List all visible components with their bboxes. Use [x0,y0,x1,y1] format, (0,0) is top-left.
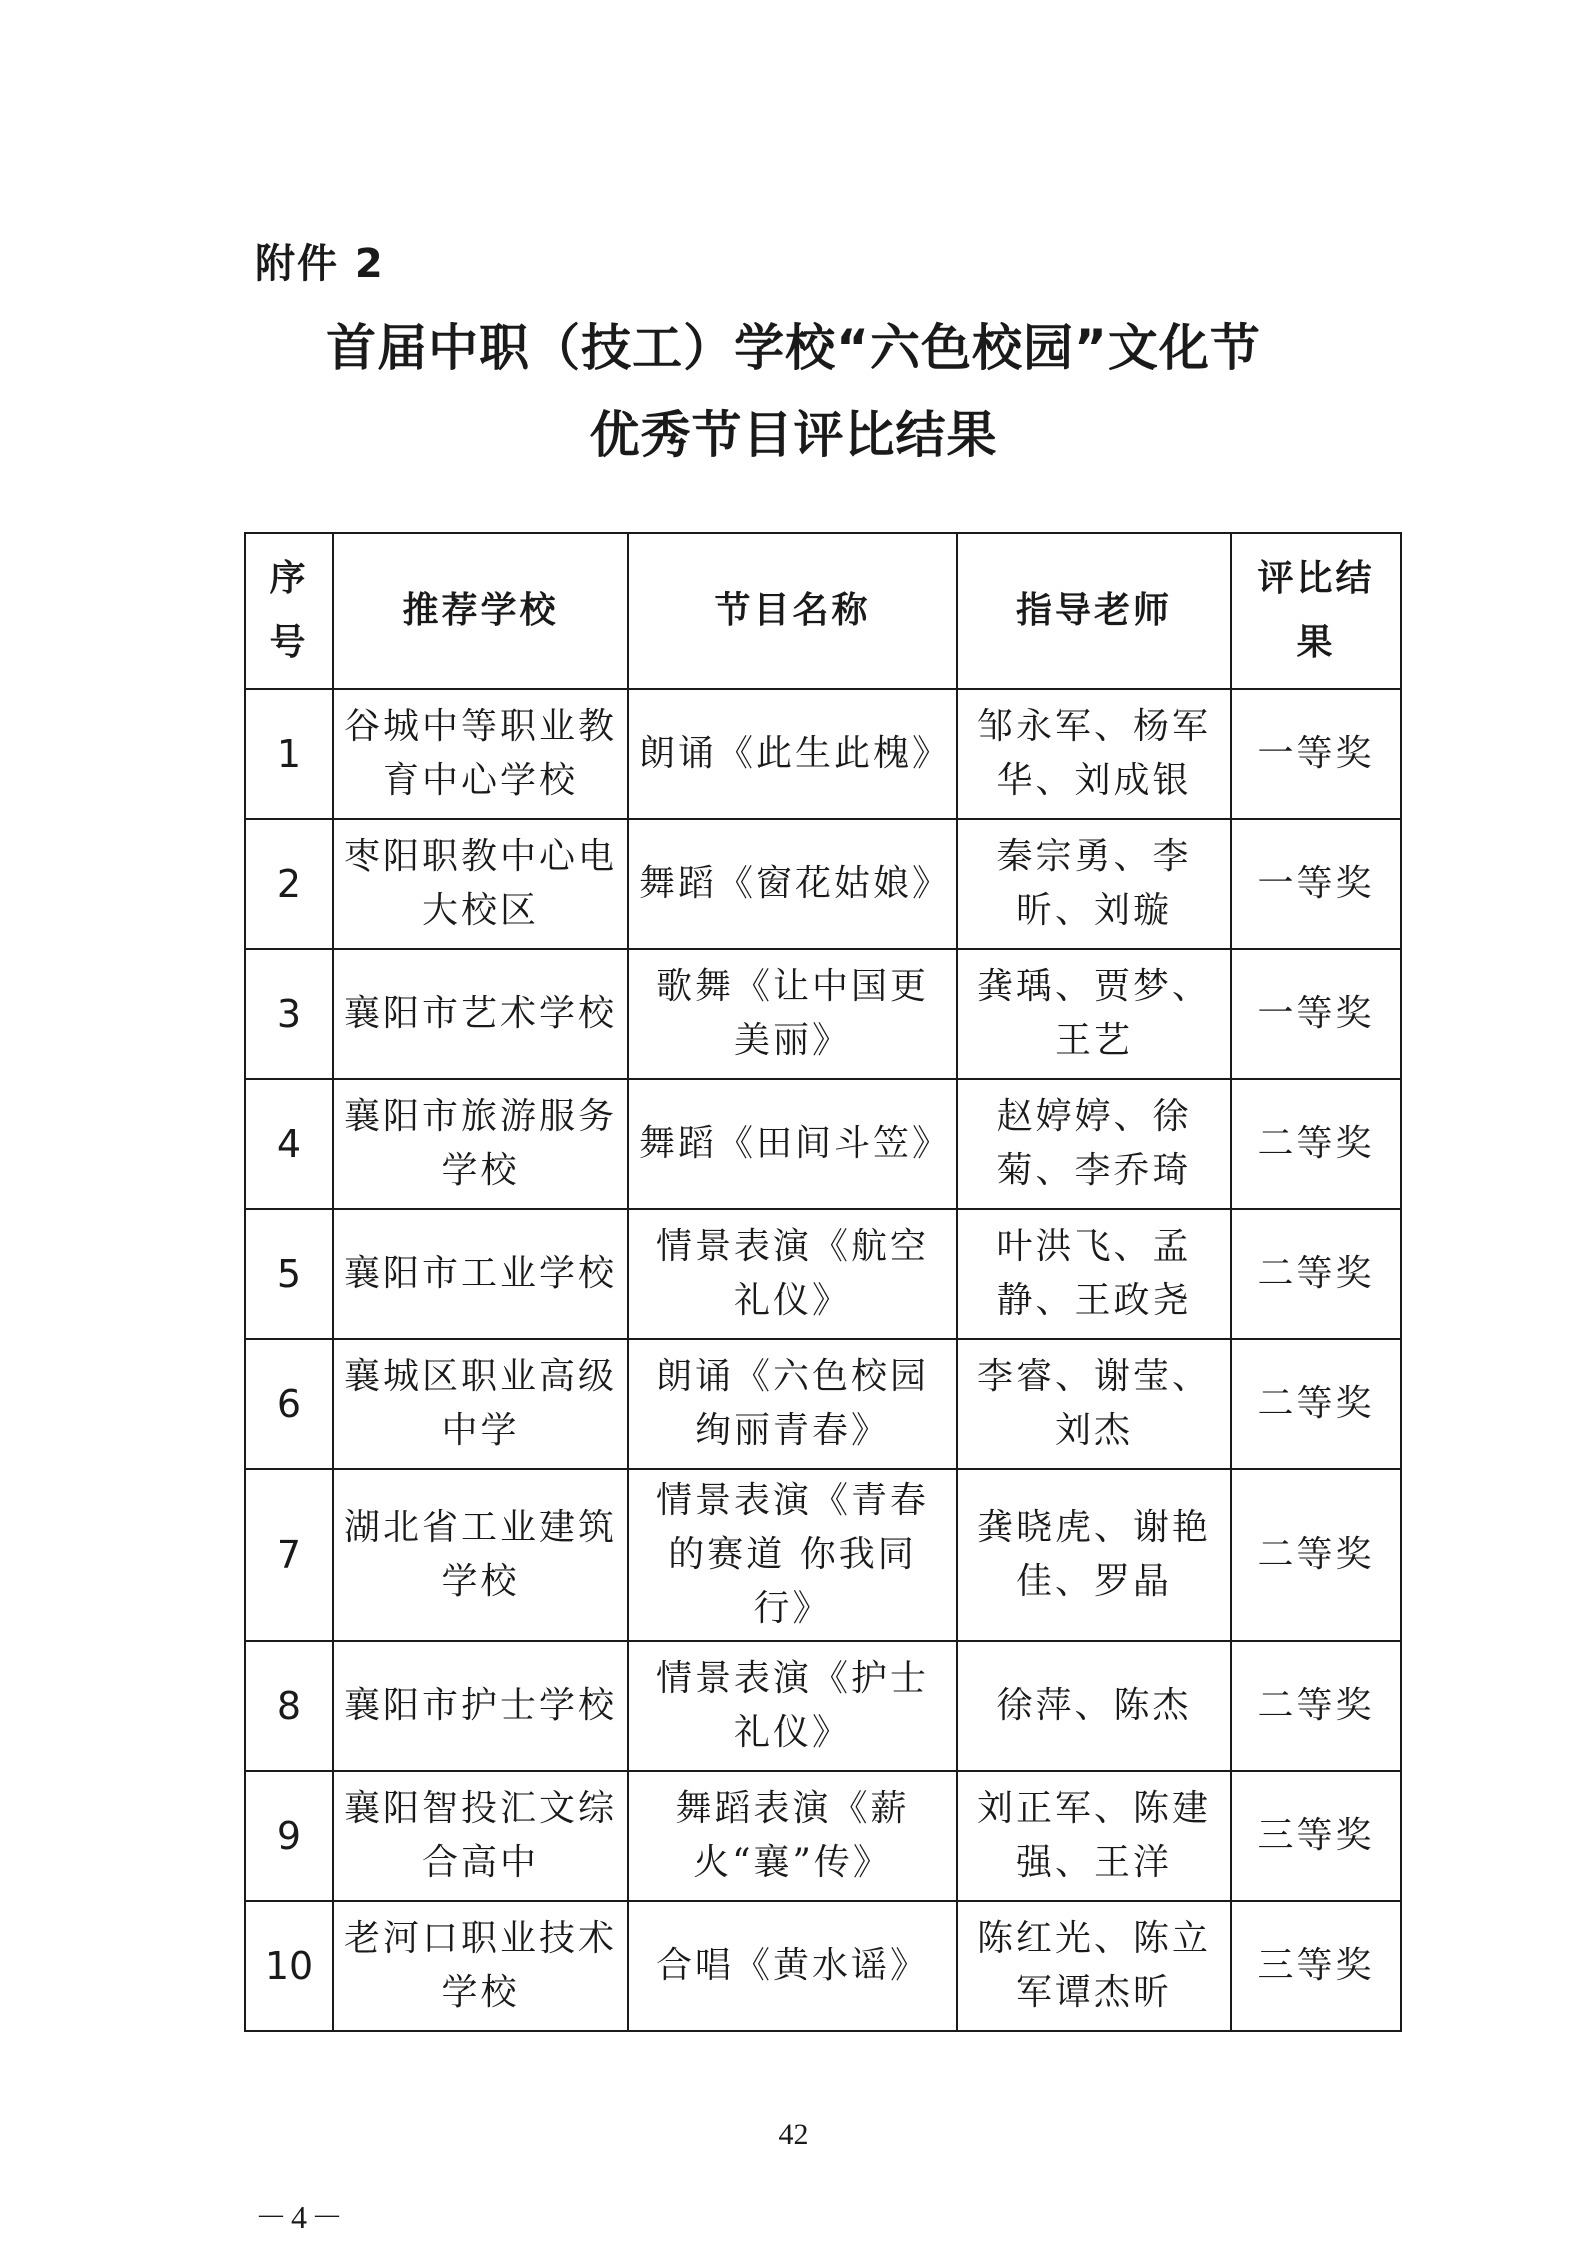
row-school: 湖北省工业建筑学校 [333,1469,628,1641]
row-index: 1 [245,689,333,819]
row-program: 歌舞《让中国更美丽》 [628,949,957,1079]
row-school: 襄阳市艺术学校 [333,949,628,1079]
row-program: 情景表演《护士礼仪》 [628,1641,957,1771]
row-result: 一等奖 [1231,689,1401,819]
row-teachers: 龚瑀、贾梦、王艺 [957,949,1231,1079]
table-row [245,689,1401,819]
row-program: 情景表演《青春的赛道 你我同行》 [628,1469,957,1641]
results-table [244,532,1402,2032]
document-title-line2: 优秀节目评比结果 [589,406,998,464]
row-teachers: 赵婷婷、徐菊、李乔琦 [957,1079,1231,1209]
row-index: 3 [245,949,333,1079]
row-school: 襄城区职业高级中学 [333,1339,628,1469]
header-program: 节目名称 [628,533,957,689]
row-index: 9 [245,1771,333,1901]
row-result: 二等奖 [1231,1469,1401,1641]
row-result: 二等奖 [1231,1339,1401,1469]
header-school: 推荐学校 [333,533,628,689]
row-school: 襄阳市工业学校 [333,1209,628,1339]
row-result: 一等奖 [1231,949,1401,1079]
row-program: 舞蹈表演《薪火“襄”传》 [628,1771,957,1901]
table-row [245,949,1401,1079]
document-title-line1: 首届中职（技工）学校“六色校园”文化节 [326,319,1261,377]
header-teachers: 指导老师 [957,533,1231,689]
row-school: 襄阳市旅游服务学校 [333,1079,628,1209]
row-program: 朗诵《此生此槐》 [628,689,957,819]
row-teachers: 叶洪飞、孟静、王政尧 [957,1209,1231,1339]
row-school: 襄阳市护士学校 [333,1641,628,1771]
row-teachers: 李睿、谢莹、刘杰 [957,1339,1231,1469]
table-row [245,1469,1401,1641]
row-index: 6 [245,1339,333,1469]
row-index: 5 [245,1209,333,1339]
page-number: 42 [778,2118,809,2151]
row-index: 8 [245,1641,333,1771]
row-result: 一等奖 [1231,819,1401,949]
row-school: 老河口职业技术学校 [333,1901,628,2031]
row-teachers: 邹永军、杨军华、刘成银 [957,689,1231,819]
footer-page-number: －4－ [255,2199,348,2235]
table-row [245,1901,1401,2031]
row-program: 情景表演《航空礼仪》 [628,1209,957,1339]
row-result: 二等奖 [1231,1209,1401,1339]
row-teachers: 刘正军、陈建强、王洋 [957,1771,1231,1901]
header-index: 序号 [245,533,333,689]
row-teachers: 陈红光、陈立军谭杰昕 [957,1901,1231,2031]
row-result: 三等奖 [1231,1771,1401,1901]
row-program: 合唱《黄水谣》 [628,1901,957,2031]
row-teachers: 秦宗勇、李昕、刘璇 [957,819,1231,949]
table-header-row [245,533,1401,689]
table-row [245,1641,1401,1771]
row-school: 枣阳职教中心电大校区 [333,819,628,949]
row-teachers: 龚晓虎、谢艳佳、罗晶 [957,1469,1231,1641]
attachment-label: 附件 2 [255,241,385,287]
table-row [245,1079,1401,1209]
row-school: 谷城中等职业教育中心学校 [333,689,628,819]
row-school: 襄阳智投汇文综合高中 [333,1771,628,1901]
header-result: 评比结果 [1231,533,1401,689]
row-teachers: 徐萍、陈杰 [957,1641,1231,1771]
table-row [245,1209,1401,1339]
table-row [245,1771,1401,1901]
row-program: 舞蹈《田间斗笠》 [628,1079,957,1209]
row-index: 4 [245,1079,333,1209]
row-program: 朗诵《六色校园绚丽青春》 [628,1339,957,1469]
row-result: 三等奖 [1231,1901,1401,2031]
row-index: 7 [245,1469,333,1641]
row-result: 二等奖 [1231,1079,1401,1209]
table-row [245,1339,1401,1469]
row-result: 二等奖 [1231,1641,1401,1771]
row-index: 10 [245,1901,333,2031]
row-index: 2 [245,819,333,949]
row-program: 舞蹈《窗花姑娘》 [628,819,957,949]
table-row [245,819,1401,949]
